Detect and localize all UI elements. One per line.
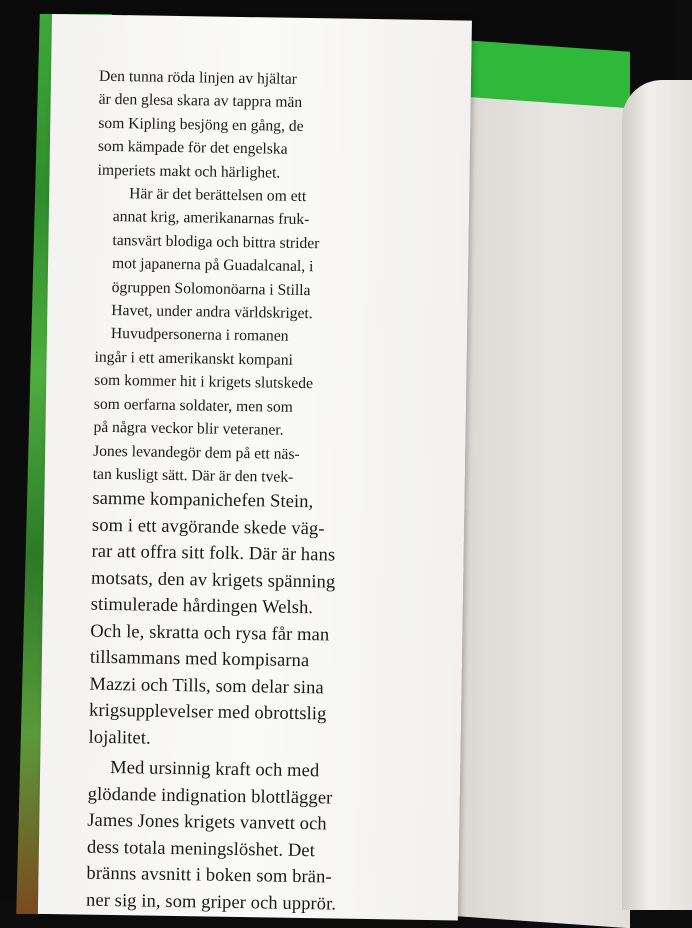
flap-blurb xyxy=(86,65,439,920)
text-line: Huvudpersonerna i romanen xyxy=(110,325,289,346)
text-line: motsats, den av krigets spänning xyxy=(90,568,336,593)
text-line: Här är det berättelsen om ett xyxy=(129,185,307,206)
paragraph-2 xyxy=(95,182,437,328)
text-line: Mazzi och Tills, som delar sina xyxy=(89,674,324,699)
paragraph-3 xyxy=(93,322,436,491)
text-line: som oerfarna soldater, men som xyxy=(93,395,294,416)
text-line: glödande indignation blottlägger xyxy=(87,784,333,809)
text-line: är den glesa skara av tappra män xyxy=(98,91,303,112)
text-line: som i ett avgörande skede väg- xyxy=(91,515,325,540)
text-line: på några veckor blir veteraner. xyxy=(93,418,284,439)
text-line: tan kusligt sätt. Där är den tvek- xyxy=(92,465,294,486)
text-line: lojalitet. xyxy=(88,727,151,749)
text-line: annat krig, amerikanarnas fruk- xyxy=(112,208,310,229)
text-line: mot japanerna på Guadalcanal, i xyxy=(111,255,314,276)
text-line: rar att offra sitt folk. Där är hans xyxy=(91,542,336,566)
text-line: Och le, skratta och rysa får man xyxy=(90,621,330,646)
text-line: ner sig in, som griper och upprör. xyxy=(85,890,337,915)
text-line: James Jones krigets vanvett och xyxy=(87,810,327,835)
text-line: krigsupplevelser med obrottslig xyxy=(88,700,327,725)
dust-jacket-flap xyxy=(38,14,472,920)
text-line: samme kompanichefen Stein, xyxy=(92,489,314,513)
text-line: imperiets makt och härlighet. xyxy=(97,161,281,182)
text-line: som Kipling besjöng en gång, de xyxy=(98,114,304,135)
text-line: Med ursinnig kraft och med xyxy=(110,758,320,782)
text-line: som kommer hit i krigets slutskede xyxy=(94,371,314,393)
text-line: tansvärt blodiga och bittra strider xyxy=(112,231,320,253)
text-line: tillsammans med kompisarna xyxy=(89,647,310,672)
page-edge xyxy=(622,80,692,910)
text-line: ingår i ett amerikanskt kompani xyxy=(94,348,294,369)
text-line: Jones levandegör dem på ett näs- xyxy=(93,442,300,463)
paragraph-4 xyxy=(86,755,428,919)
text-line: dess totala meningslöshet. Det xyxy=(86,837,316,862)
text-line: bränns avsnitt i boken som brän- xyxy=(86,863,332,888)
paragraph-1 xyxy=(97,65,439,187)
text-line: ögruppen Solomonöarna i Stilla xyxy=(111,278,311,299)
text-line: stimulerade hårdingen Welsh. xyxy=(90,594,314,619)
text-line: som kämpade för det engelska xyxy=(97,137,288,158)
text-line: Den tunna röda linjen av hjältar xyxy=(98,67,298,88)
text-line: Havet, under andra världskriget. xyxy=(111,302,313,323)
paragraph-3-continued xyxy=(86,486,433,919)
